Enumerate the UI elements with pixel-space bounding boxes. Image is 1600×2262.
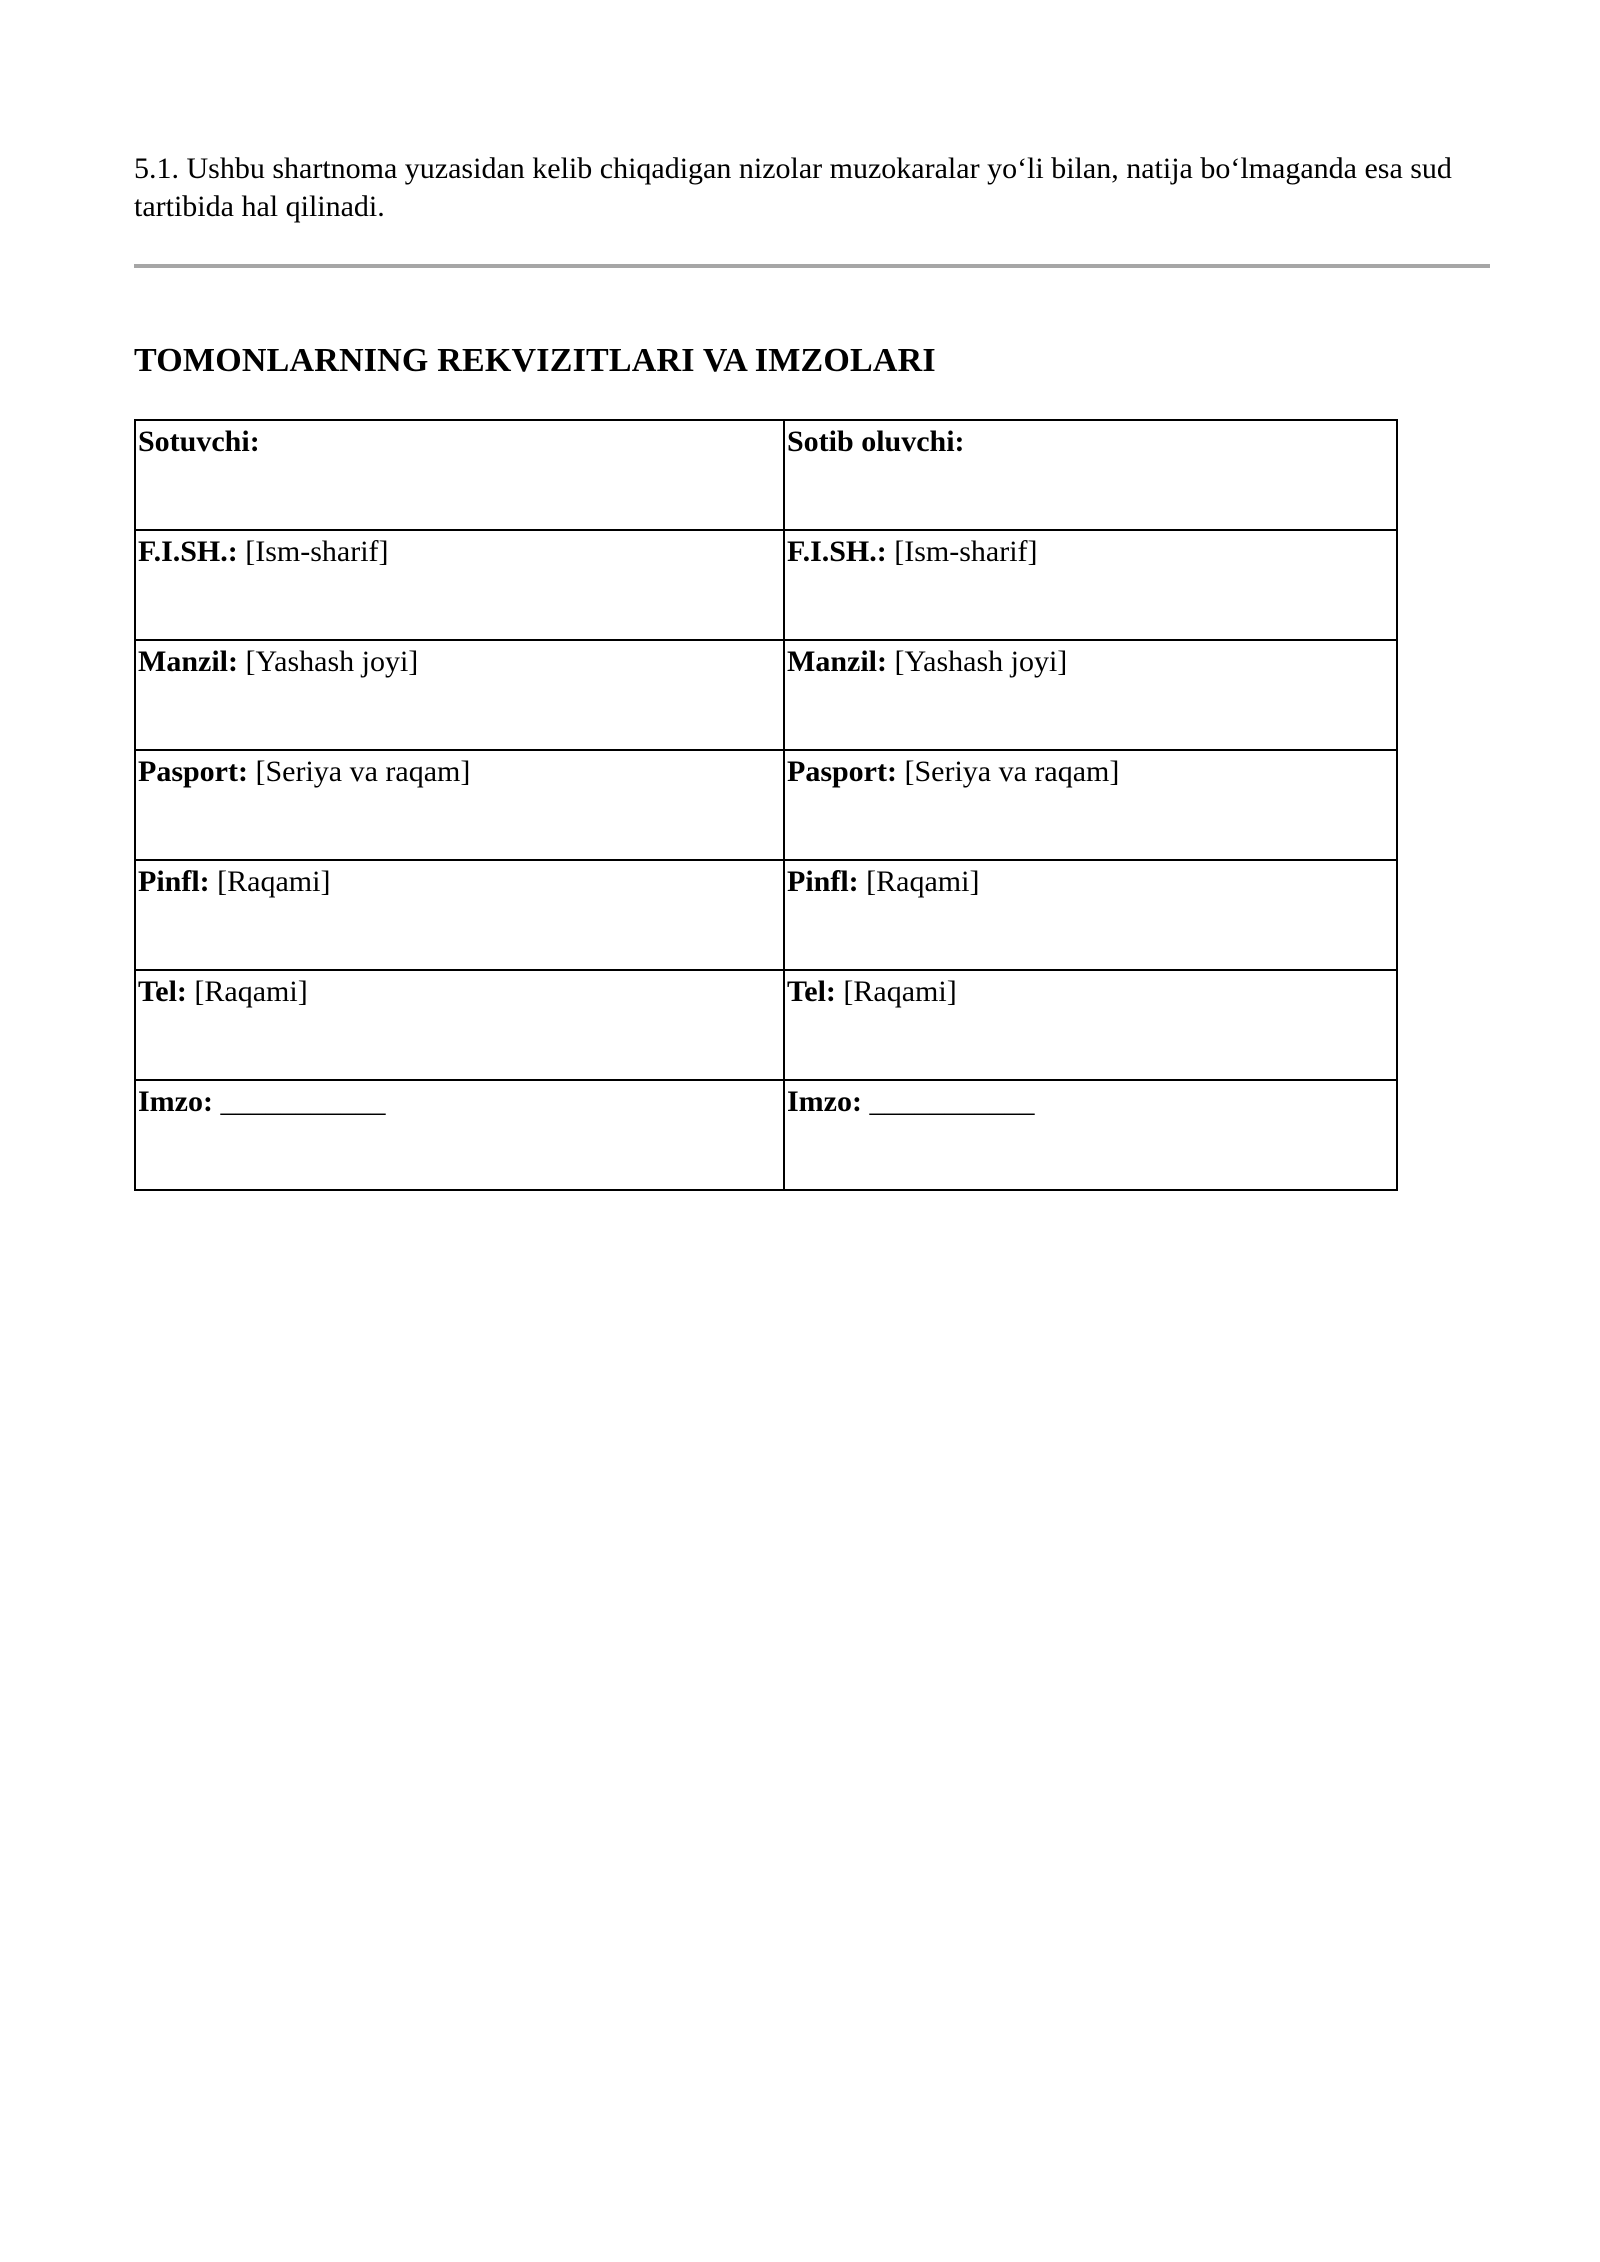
buyer-signature-label: Imzo:	[787, 1085, 862, 1118]
buyer-pinfl-label: Pinfl:	[787, 865, 859, 898]
buyer-pinfl-cell	[784, 860, 1397, 970]
seller-label: Sotuvchi:	[138, 425, 260, 458]
seller-phone-value: [Raqami]	[186, 975, 308, 1008]
buyer-cell	[784, 420, 1397, 530]
section-heading: TOMONLARNING REKVIZITLARI VA IMZOLARI	[134, 342, 936, 379]
table-row-fish	[135, 530, 1397, 640]
horizontal-rule	[134, 264, 1490, 268]
seller-phone-cell	[135, 970, 784, 1080]
seller-cell	[135, 420, 784, 530]
table-row-party-header	[135, 420, 1397, 530]
buyer-address-label: Manzil:	[787, 645, 887, 678]
seller-passport-value: [Seriya va raqam]	[247, 755, 471, 788]
buyer-fish-label: F.I.SH.:	[787, 535, 887, 568]
buyer-passport-cell	[784, 750, 1397, 860]
seller-address-label: Manzil:	[138, 645, 238, 678]
buyer-signature-line: ___________	[861, 1085, 1035, 1118]
buyer-signature-cell	[784, 1080, 1397, 1190]
seller-phone-label: Tel:	[138, 975, 187, 1008]
seller-fish-label: F.I.SH.:	[138, 535, 238, 568]
buyer-phone-label: Tel:	[787, 975, 836, 1008]
seller-pinfl-value: [Raqami]	[209, 865, 331, 898]
buyer-address-value: [Yashash joyi]	[886, 645, 1068, 678]
seller-fish-value: [Ism-sharif]	[237, 535, 389, 568]
seller-pinfl-label: Pinfl:	[138, 865, 210, 898]
buyer-label: Sotib oluvchi:	[787, 425, 965, 458]
seller-passport-cell	[135, 750, 784, 860]
seller-signature-line: ___________	[212, 1085, 386, 1118]
buyer-fish-cell	[784, 530, 1397, 640]
table-row-imzo	[135, 1080, 1397, 1190]
seller-signature-cell	[135, 1080, 784, 1190]
seller-pinfl-cell	[135, 860, 784, 970]
requisites-table	[134, 419, 1398, 1191]
buyer-phone-cell	[784, 970, 1397, 1080]
table-row-pasport	[135, 750, 1397, 860]
seller-passport-label: Pasport:	[138, 755, 248, 788]
buyer-fish-value: [Ism-sharif]	[886, 535, 1038, 568]
buyer-passport-value: [Seriya va raqam]	[896, 755, 1120, 788]
seller-address-cell	[135, 640, 784, 750]
seller-address-value: [Yashash joyi]	[237, 645, 419, 678]
buyer-pinfl-value: [Raqami]	[858, 865, 980, 898]
seller-signature-label: Imzo:	[138, 1085, 213, 1118]
table-row-pinfl	[135, 860, 1397, 970]
buyer-phone-value: [Raqami]	[835, 975, 957, 1008]
table-row-manzil	[135, 640, 1397, 750]
seller-fish-cell	[135, 530, 784, 640]
table-row-tel	[135, 970, 1397, 1080]
buyer-address-cell	[784, 640, 1397, 750]
buyer-passport-label: Pasport:	[787, 755, 897, 788]
clause-5-1-paragraph: 5.1. Ushbu shartnoma yuzasidan kelib chiqadigan nizolar muzokaralar yo‘li bilan, natija bo‘lmaganda esa sud tartibida hal qilinadi.	[134, 152, 1452, 223]
